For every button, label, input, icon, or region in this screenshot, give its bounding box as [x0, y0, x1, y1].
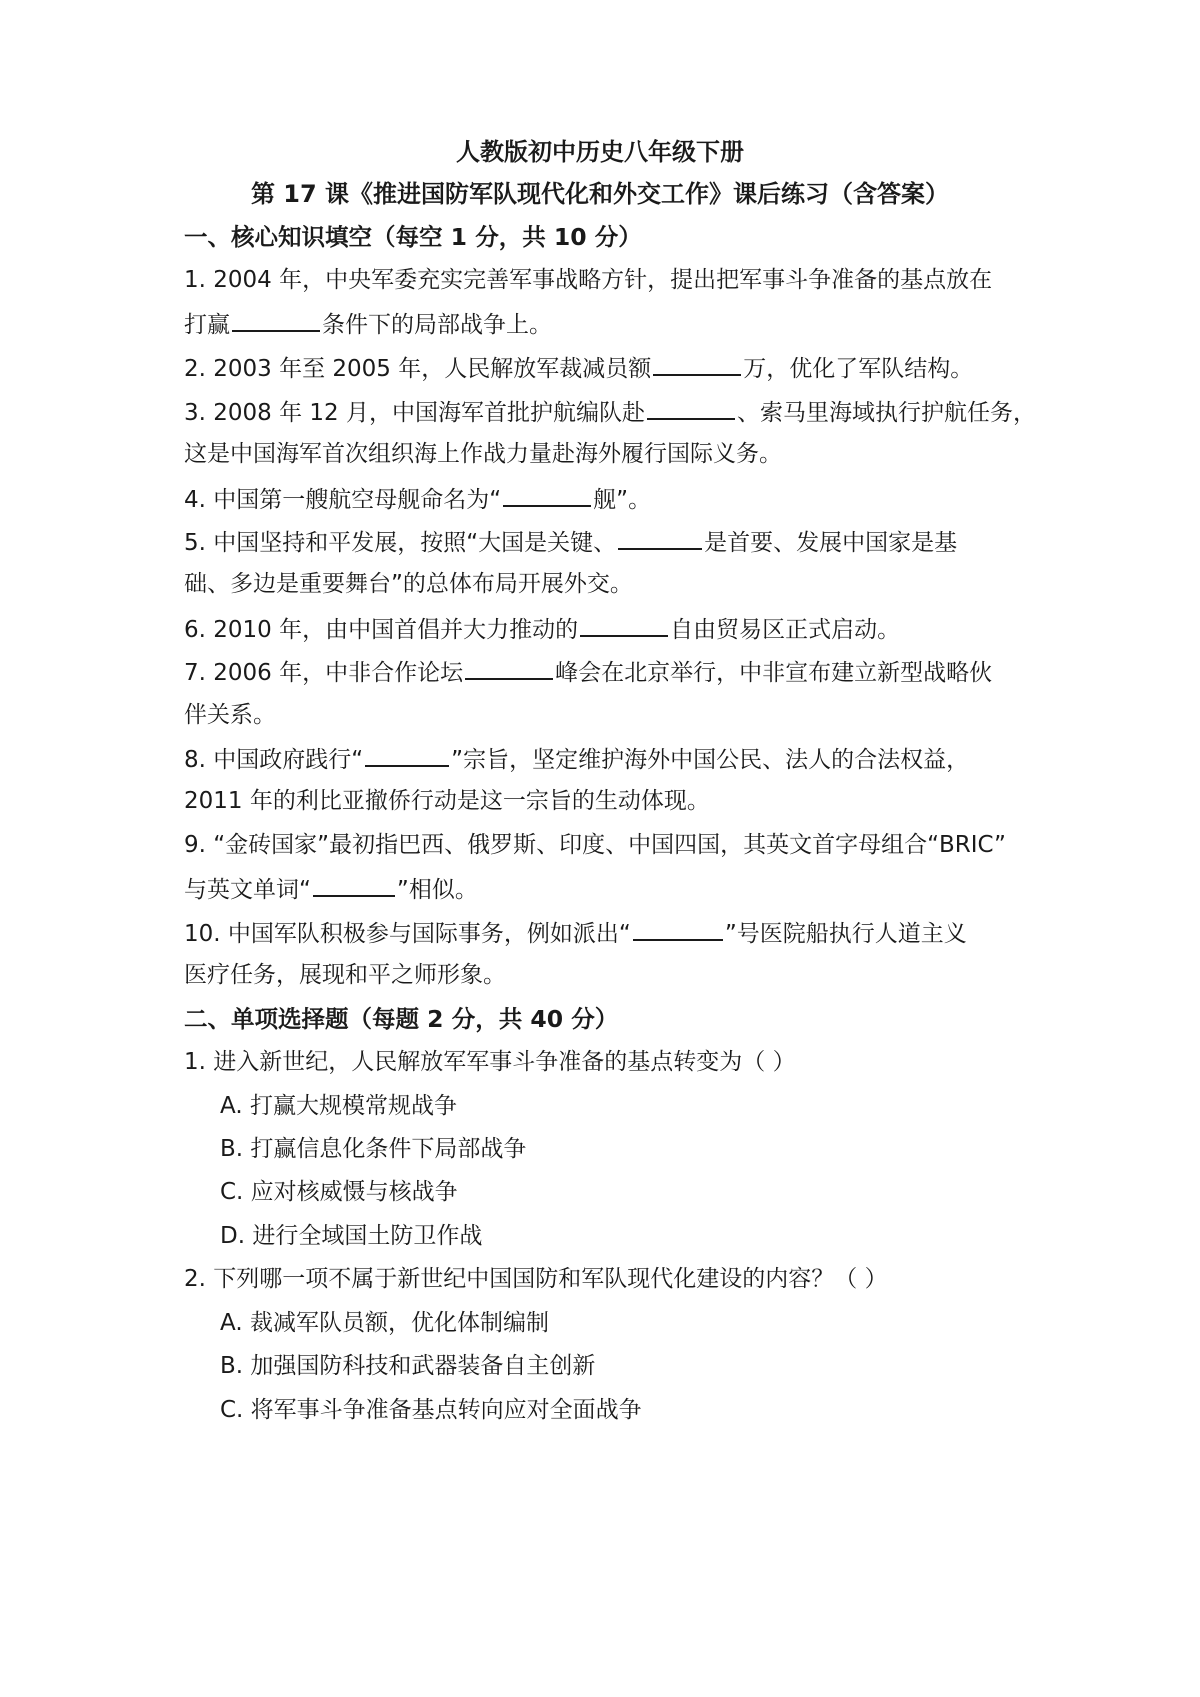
- text-fragment: ”号医院船执行人道主义: [724, 921, 967, 947]
- text-fragment: 万，优化了军队结构。: [743, 356, 974, 382]
- text-fragment: 舰”。: [593, 487, 652, 513]
- text-fragment: 2. 2003 年至 2005 年，人民解放军裁减员额: [184, 356, 652, 382]
- document-subtitle: 第 17 课《推进国防军队现代化和外交工作》课后练习（含答案）: [250, 180, 950, 208]
- text-fragment: 、索马里海域执行护航任务，: [737, 400, 1036, 426]
- text-fragment: 打赢: [184, 312, 230, 338]
- text-fragment: 6. 2010 年，由中国首倡并大力推动的: [184, 617, 579, 643]
- question-text: [184, 613, 900, 645]
- text-fragment: 是首要、发展中国家是基: [704, 530, 958, 556]
- question-text: 础、多边是重要舞台”的总体布局开展外交。: [184, 571, 633, 597]
- question-text: [184, 526, 957, 558]
- text-fragment: 5. 中国坚持和平发展，按照“大国是关键、: [184, 530, 617, 556]
- question-text: 2011 年的利比亚撤侨行动是这一宗旨的生动体现。: [184, 788, 710, 814]
- choice-option[interactable]: A. 打赢大规模常规战争: [220, 1093, 457, 1119]
- answer-blank[interactable]: [633, 917, 723, 941]
- text-fragment: 峰会在北京举行，中非宣布建立新型战略伙: [555, 660, 993, 686]
- text-fragment: ”宗旨，坚定维护海外中国公民、法人的合法权益，: [451, 747, 970, 773]
- answer-blank[interactable]: [503, 483, 591, 507]
- text-fragment: 与英文单词“: [184, 877, 311, 903]
- answer-blank[interactable]: [618, 526, 702, 550]
- choice-option[interactable]: B. 加强国防科技和武器装备自主创新: [220, 1353, 596, 1379]
- text-fragment: 条件下的局部战争上。: [322, 312, 552, 338]
- choice-option[interactable]: C. 将军事斗争准备基点转向应对全面战争: [220, 1397, 642, 1423]
- section-heading-multiple-choice: 二、单项选择题（每题 2 分，共 40 分）: [184, 1005, 619, 1033]
- answer-blank[interactable]: [580, 613, 668, 637]
- question-text: [184, 483, 651, 515]
- question-text: [184, 873, 478, 905]
- choice-option[interactable]: A. 裁减军队员额，优化体制编制: [220, 1310, 549, 1336]
- text-fragment: 自由贸易区正式启动。: [670, 617, 901, 643]
- question-text: [184, 352, 973, 384]
- text-fragment: 8. 中国政府践行“: [184, 747, 364, 773]
- answer-blank[interactable]: [465, 656, 553, 680]
- question-text: [184, 656, 992, 688]
- answer-blank[interactable]: [365, 743, 449, 767]
- choice-option[interactable]: C. 应对核威慑与核战争: [220, 1179, 458, 1205]
- question-text: [184, 917, 967, 949]
- answer-blank[interactable]: [653, 352, 741, 376]
- text-fragment: ”相似。: [396, 877, 478, 903]
- question-text: 医疗任务，展现和平之师形象。: [184, 962, 506, 988]
- question-text: 1. 2004 年，中央军委充实完善军事战略方针，提出把军事斗争准备的基点放在: [184, 267, 993, 293]
- text-fragment: 3. 2008 年 12 月，中国海军首批护航编队赴: [184, 400, 645, 426]
- question-text: 9. “金砖国家”最初指巴西、俄罗斯、印度、中国四国，其英文首字母组合“BRIC”: [184, 832, 1006, 858]
- question-text: [184, 396, 1036, 428]
- choice-option[interactable]: B. 打赢信息化条件下局部战争: [220, 1136, 527, 1162]
- section-heading-fill-blank: 一、核心知识填空（每空 1 分，共 10 分）: [184, 223, 642, 251]
- question-text: [184, 308, 552, 340]
- text-fragment: 4. 中国第一艘航空母舰命名为“: [184, 487, 502, 513]
- answer-blank[interactable]: [647, 396, 735, 420]
- question-text: [184, 743, 969, 775]
- answer-blank[interactable]: [313, 873, 395, 897]
- question-text: 2. 下列哪一项不属于新世纪中国国防和军队现代化建设的内容？（ ）: [184, 1266, 888, 1292]
- choice-option[interactable]: D. 进行全域国土防卫作战: [220, 1223, 483, 1249]
- question-text: 1. 进入新世纪，人民解放军军事斗争准备的基点转变为（ ）: [184, 1049, 796, 1075]
- text-fragment: 7. 2006 年，中非合作论坛: [184, 660, 464, 686]
- text-fragment: 10. 中国军队积极参与国际事务，例如派出“: [184, 921, 631, 947]
- question-text: 这是中国海军首次组织海上作战力量赴海外履行国际义务。: [184, 441, 782, 467]
- document-title: 人教版初中历史八年级下册: [456, 138, 744, 166]
- question-text: 伴关系。: [184, 702, 276, 728]
- answer-blank[interactable]: [232, 308, 320, 332]
